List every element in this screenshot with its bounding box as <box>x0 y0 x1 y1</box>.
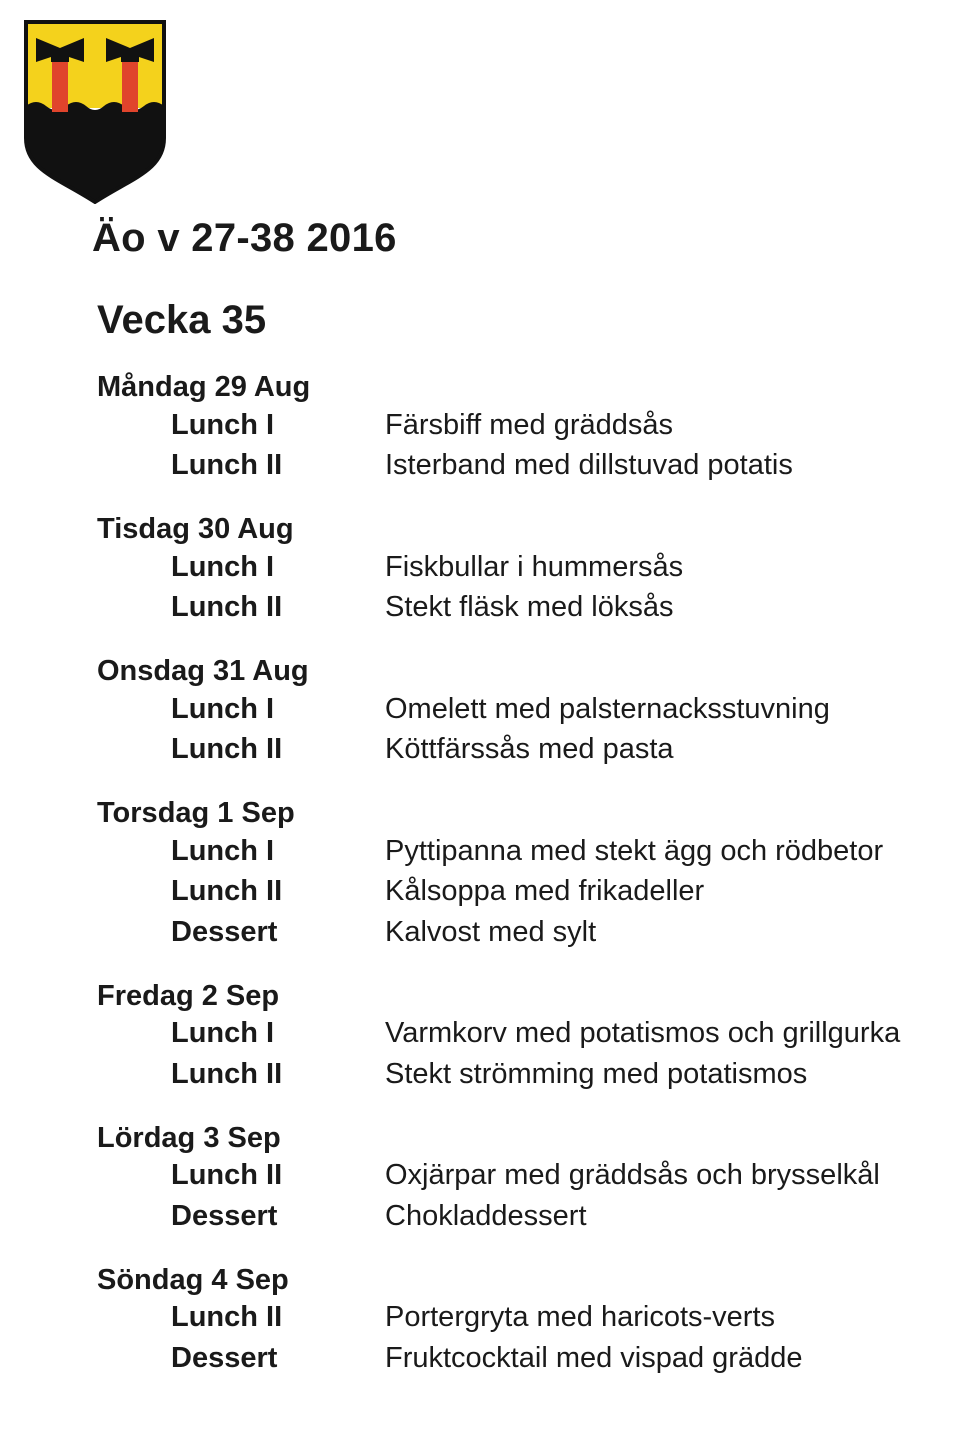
meal-row <box>0 446 960 487</box>
meal-row <box>0 405 960 446</box>
shield-yellow-field <box>26 22 164 108</box>
meal-label: Lunch II <box>171 1301 283 1334</box>
day-heading: Torsdag 1 Sep <box>97 797 295 829</box>
day-section <box>0 511 960 628</box>
day-heading: Lördag 3 Sep <box>97 1121 281 1154</box>
meal-label: Lunch II <box>171 449 283 482</box>
meal-row <box>0 831 960 872</box>
shield-black-base <box>26 102 164 202</box>
meal-row <box>0 872 960 913</box>
day-heading: Onsdag 31 Aug <box>97 655 309 687</box>
meal-label: Lunch I <box>171 834 275 867</box>
meal-dish: Kålsoppa med frikadeller <box>385 875 705 908</box>
day-section <box>0 369 960 486</box>
meal-row <box>0 1196 960 1237</box>
menu-days <box>0 369 960 1404</box>
day-section <box>0 795 960 953</box>
coat-of-arms-logo <box>22 18 168 204</box>
meal-row <box>0 1156 960 1197</box>
meal-row <box>0 1338 960 1379</box>
meal-dish: Pyttipanna med stekt ägg och rödbetor <box>385 834 884 867</box>
day-heading: Söndag 4 Sep <box>97 1263 289 1296</box>
meal-row <box>0 1014 960 1055</box>
meal-dish: Portergryta med haricots-verts <box>385 1301 776 1334</box>
meal-label: Dessert <box>171 1341 278 1374</box>
meal-label: Lunch II <box>171 875 283 908</box>
day-heading: Tisdag 30 Aug <box>97 513 294 545</box>
meal-row <box>0 588 960 629</box>
meal-label: Lunch II <box>171 1159 283 1192</box>
meal-dish: Fiskbullar i hummersås <box>385 550 684 583</box>
day-section <box>0 653 960 770</box>
meal-dish: Köttfärssås med pasta <box>385 733 674 766</box>
meal-label: Lunch II <box>171 591 283 624</box>
document-title: Äo v 27-38 2016 <box>92 216 397 260</box>
meal-row <box>0 1054 960 1095</box>
meal-label: Dessert <box>171 1199 278 1232</box>
meal-label: Lunch I <box>171 1017 275 1050</box>
day-section <box>0 978 960 1095</box>
meal-label: Lunch II <box>171 1057 283 1090</box>
meal-dish: Färsbiff med gräddsås <box>385 408 673 441</box>
day-section <box>0 1120 960 1237</box>
meal-dish: Varmkorv med potatismos och grillgurka <box>385 1017 901 1050</box>
meal-dish: Omelett med palsternacksstuvning <box>385 692 830 725</box>
meal-row <box>0 689 960 730</box>
meal-label: Lunch I <box>171 692 275 725</box>
meal-row <box>0 1298 960 1339</box>
meal-dish: Chokladdessert <box>385 1199 587 1232</box>
meal-row <box>0 912 960 953</box>
meal-label: Lunch II <box>171 733 283 766</box>
week-heading: Vecka 35 <box>97 298 267 342</box>
day-heading: Fredag 2 Sep <box>97 979 280 1012</box>
meal-label: Dessert <box>171 915 278 948</box>
meal-label: Lunch I <box>171 550 275 583</box>
meal-dish: Fruktcocktail med vispad grädde <box>385 1341 803 1374</box>
meal-dish: Isterband med dillstuvad potatis <box>385 449 793 482</box>
meal-dish: Stekt fläsk med löksås <box>385 591 674 624</box>
meal-dish: Stekt strömming med potatismos <box>385 1057 808 1090</box>
meal-row <box>0 730 960 771</box>
meal-row <box>0 547 960 588</box>
meal-dish: Kalvost med sylt <box>385 915 597 948</box>
meal-label: Lunch I <box>171 408 275 441</box>
meal-dish: Oxjärpar med gräddsås och brysselkål <box>385 1159 880 1192</box>
day-heading: Måndag 29 Aug <box>97 371 311 403</box>
day-section <box>0 1262 960 1379</box>
